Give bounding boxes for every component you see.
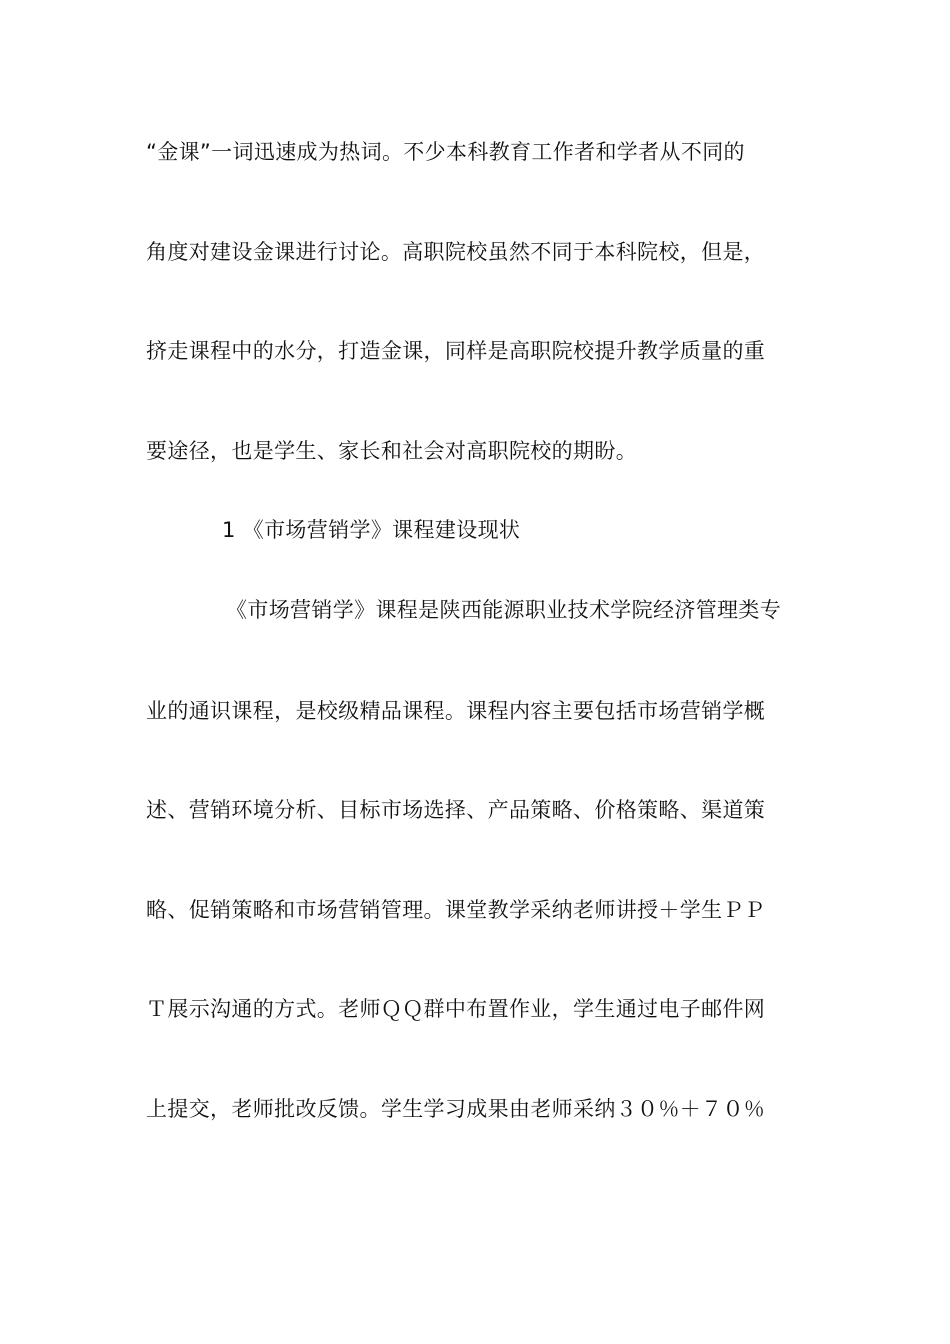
paragraph-line: 上提交，老师批改反馈。学生学习成果由老师采纳３０％＋７０％ xyxy=(146,1097,766,1121)
paragraph-line: 述、营销环境分析、目标市场选择、产品策略、价格策略、渠道策 xyxy=(146,798,766,822)
paragraph-line: Ｔ展示沟通的方式。老师ＱＱ群中布置作业，学生通过电子邮件网 xyxy=(146,997,766,1021)
paragraph-line: 略、促销策略和市场营销管理。课堂教学采纳老师讲授＋学生ＰＰ xyxy=(146,898,766,922)
paragraph-line: 《市场营销学》课程是陕西能源职业技术学院经济管理类专 xyxy=(226,598,782,622)
paragraph-line: 要途径，也是学生、家长和社会对高职院校的期盼。 xyxy=(146,439,638,463)
section-heading: 1 《市场营销学》课程建设现状 xyxy=(222,518,521,542)
paragraph-line: 角度对建设金课进行讨论。高职院校虽然不同于本科院校，但是， xyxy=(146,240,766,264)
paragraph-line: “金课”一词迅速成为热词。不少本科教育工作者和学者从不同的 xyxy=(146,140,745,164)
paragraph-line: 业的通识课程，是校级精品课程。课程内容主要包括市场营销学概 xyxy=(146,699,766,723)
paragraph-line: 挤走课程中的水分，打造金课，同样是高职院校提升教学质量的重 xyxy=(146,339,766,363)
